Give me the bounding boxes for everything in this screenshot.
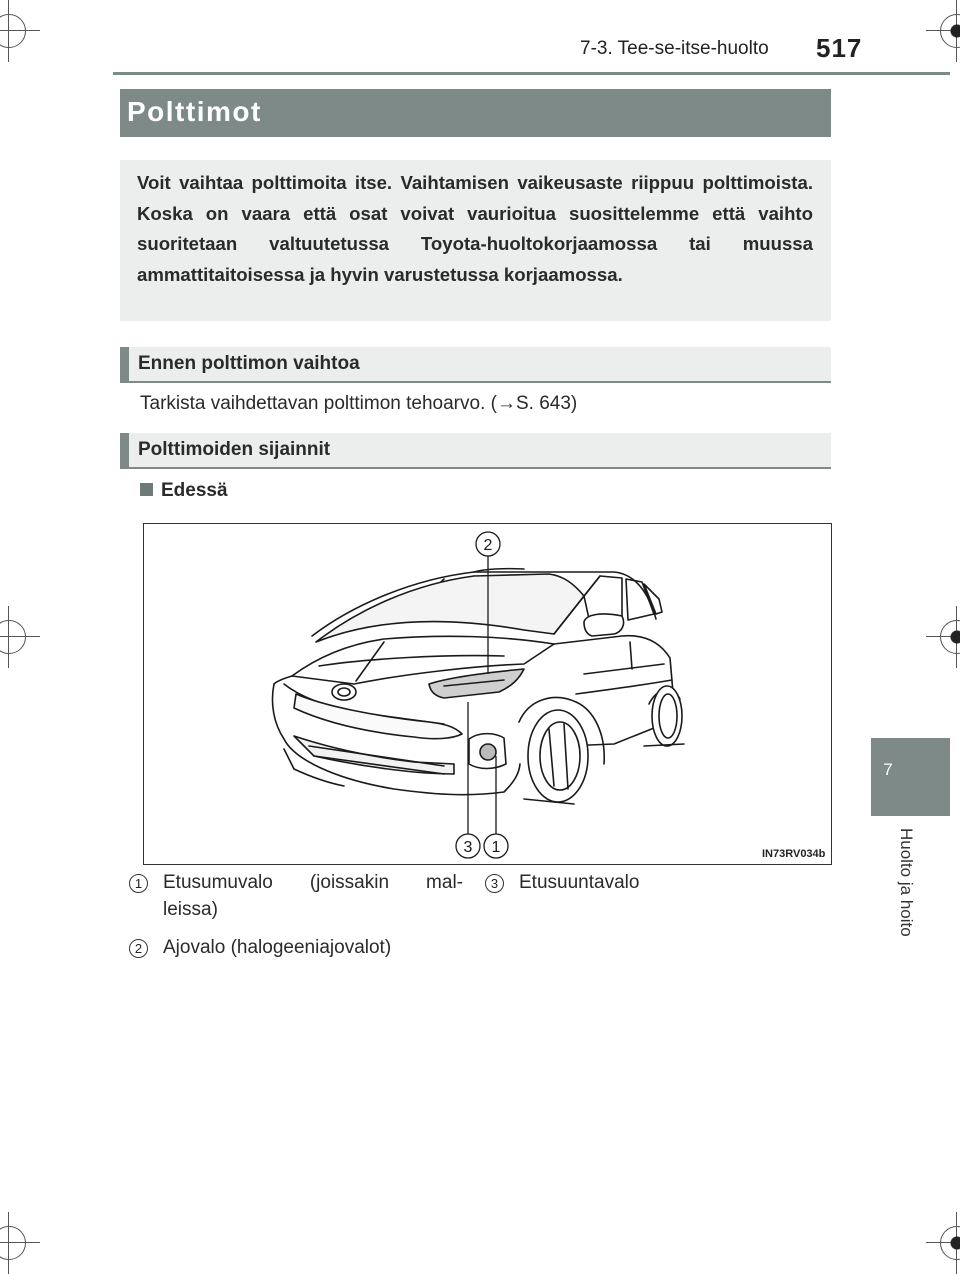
legend-1-line2: leissa) [163, 899, 218, 920]
legend-3-text: Etusuuntavalo [519, 872, 640, 893]
section-bulb-locations [120, 433, 831, 469]
car-front-illustration [143, 523, 832, 865]
callout-1 [484, 834, 508, 858]
square-bullet-icon [140, 483, 153, 496]
car-drawing [144, 524, 831, 864]
subheading-text: Edessä [161, 480, 228, 501]
legend-2-text: Ajovalo (halogeeniajovalot) [163, 937, 392, 958]
chapter-title: Huolto ja hoito [897, 828, 916, 937]
callout-3-label: 3 [463, 839, 473, 856]
legend-3-badge: 3 [485, 874, 504, 893]
callout-3 [456, 834, 480, 858]
section-marker [120, 433, 129, 467]
crop-mark-mid-left [0, 620, 26, 654]
page-number: 517 [816, 33, 863, 63]
section-heading: Polttimoiden sijainnit [138, 439, 331, 460]
figure-code: IN73RV034b [762, 848, 826, 860]
legend-1-text [163, 869, 463, 923]
chapter-number: 7 [883, 760, 893, 779]
crop-mark-top-right [940, 14, 960, 48]
intro-text: Voit vaihtaa polttimoita itse. Vaihtamisen vaikeusaste riippuu polttimoista. Koska on vaara että osat voivat vaurioitua suosittelemme että vaihto suoritetaan valtuutetussa Toyota-huoltokorjaamossa tai muussa ammattitaitoisessa ja hyvin varustetussa korjaamossa. [137, 172, 813, 285]
page-title: Polttimot [127, 96, 262, 127]
section-before-replacement [120, 347, 831, 383]
callout-2-label: 2 [483, 537, 493, 554]
header-section-title: 7-3. Tee-se-itse-huolto [580, 38, 769, 59]
legend-1-badge: 1 [129, 874, 148, 893]
header-rule [113, 72, 950, 75]
legend-2-badge: 2 [129, 939, 148, 958]
crop-mark-bottom-left [0, 1226, 26, 1260]
crop-mark-bottom-right [940, 1226, 960, 1260]
crop-mark-top-left [0, 14, 26, 48]
crop-mark-mid-right [940, 620, 960, 654]
section-marker [120, 347, 129, 381]
before-text: Tarkista vaihdettavan polttimon tehoarvo. (→S. 643) [140, 393, 578, 414]
subheading-front [140, 480, 228, 502]
legend-1-line1: Etusumuvalo (joissakin mal- [163, 872, 463, 893]
callout-2 [476, 532, 500, 556]
section-heading: Ennen polttimon vaihtoa [138, 353, 360, 374]
callout-1-label: 1 [491, 839, 501, 856]
